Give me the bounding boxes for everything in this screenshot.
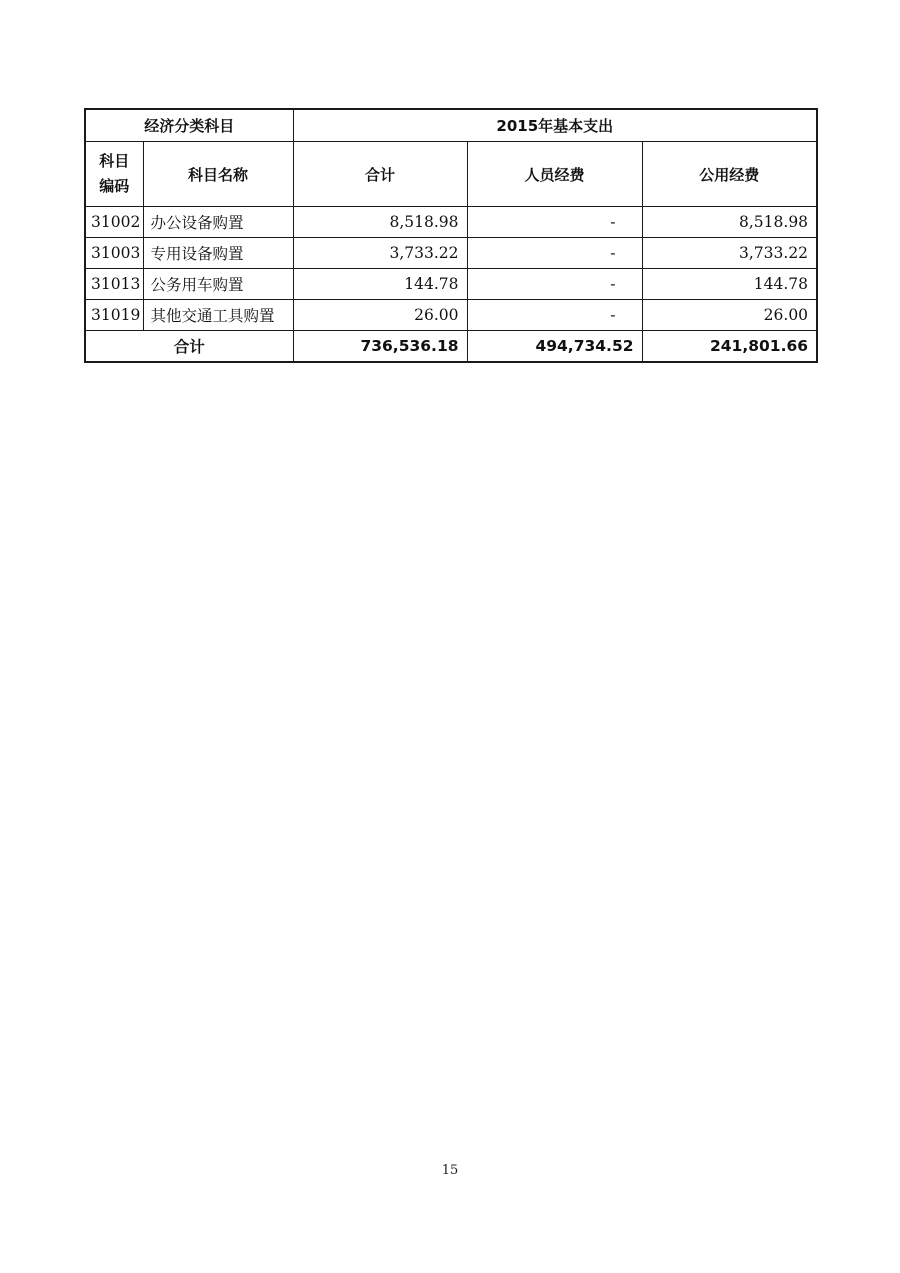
header-public-expense: 公用经费 xyxy=(642,142,817,207)
table-row xyxy=(85,207,817,238)
header-subject-code xyxy=(85,142,143,207)
header-subject-code-line1: 科目 xyxy=(99,152,130,170)
row-public: 8,518.98 xyxy=(642,207,817,238)
header-subject-code-line2: 编码 xyxy=(99,177,130,195)
row-public: 144.78 xyxy=(642,269,817,300)
table-header-row-columns xyxy=(85,142,817,207)
page-number: 15 xyxy=(441,1163,459,1178)
row-code: 31003 xyxy=(85,238,143,269)
table-total-row xyxy=(85,331,817,363)
row-public: 26.00 xyxy=(642,300,817,331)
row-name: 其他交通工具购置 xyxy=(143,300,293,331)
row-code: 31019 xyxy=(85,300,143,331)
row-personnel: - xyxy=(467,207,642,238)
row-total: 26.00 xyxy=(293,300,467,331)
row-name: 公务用车购置 xyxy=(143,269,293,300)
row-total: 8,518.98 xyxy=(293,207,467,238)
table-row xyxy=(85,269,817,300)
row-name: 办公设备购置 xyxy=(143,207,293,238)
total-sum: 736,536.18 xyxy=(293,331,467,363)
row-total: 3,733.22 xyxy=(293,238,467,269)
row-personnel: - xyxy=(467,300,642,331)
row-public: 3,733.22 xyxy=(642,238,817,269)
header-total: 合计 xyxy=(293,142,467,207)
row-code: 31013 xyxy=(85,269,143,300)
budget-expenditure-table xyxy=(84,108,818,363)
row-personnel: - xyxy=(467,269,642,300)
row-personnel: - xyxy=(467,238,642,269)
table-header-row-group xyxy=(85,109,817,142)
header-subject-name: 科目名称 xyxy=(143,142,293,207)
table-row xyxy=(85,238,817,269)
header-economic-category: 经济分类科目 xyxy=(85,109,293,142)
row-name: 专用设备购置 xyxy=(143,238,293,269)
total-personnel: 494,734.52 xyxy=(467,331,642,363)
total-label: 合计 xyxy=(85,331,293,363)
header-basic-expenditure-2015: 2015年基本支出 xyxy=(293,109,817,142)
header-personnel-expense: 人员经费 xyxy=(467,142,642,207)
total-public: 241,801.66 xyxy=(642,331,817,363)
row-code: 31002 xyxy=(85,207,143,238)
row-total: 144.78 xyxy=(293,269,467,300)
table-row xyxy=(85,300,817,331)
